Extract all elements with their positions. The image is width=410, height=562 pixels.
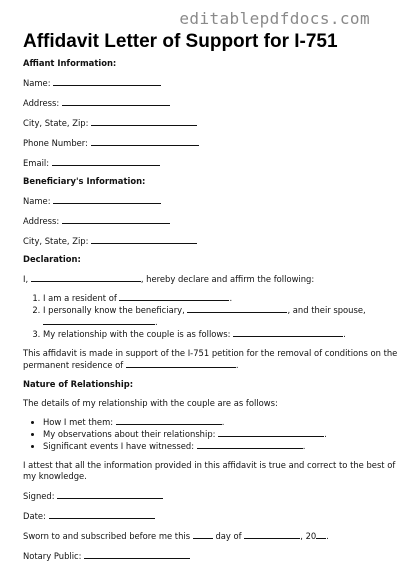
declaration-item-1-end: . xyxy=(229,293,233,303)
signed-label: Signed: xyxy=(23,491,55,501)
declaration-list xyxy=(23,292,395,340)
relationship-item-3-text: Significant events I have witnessed: xyxy=(43,441,195,451)
sworn-month-blank[interactable] xyxy=(244,530,300,539)
observations-blank[interactable] xyxy=(218,428,324,437)
site-watermark: editablepdfdocs.com xyxy=(179,9,370,28)
affiant-address-label: Address: xyxy=(23,98,60,108)
sworn-year-blank[interactable] xyxy=(316,530,326,539)
relationship-item-1-text: How I met them: xyxy=(43,417,114,427)
affidavit-body xyxy=(23,58,398,562)
affiant-name-blank[interactable] xyxy=(53,77,161,86)
beneficiary-address-label: Address: xyxy=(23,216,60,226)
affiant-email-blank[interactable] xyxy=(52,157,160,166)
declaration-i-label: I, xyxy=(23,274,29,284)
date-blank[interactable] xyxy=(49,510,155,519)
declaration-item-3-text: My relationship with the couple is as follows: xyxy=(43,329,231,339)
declaration-item-3 xyxy=(43,328,395,340)
residence-blank[interactable] xyxy=(119,292,229,301)
declaration-item-2 xyxy=(43,304,395,328)
permanent-residence-blank[interactable] xyxy=(126,359,236,368)
affiant-phone-blank[interactable] xyxy=(91,137,199,146)
attestation-line-2: my knowledge. xyxy=(23,471,87,481)
beneficiary-name-blank[interactable] xyxy=(53,195,161,204)
declaration-item-2-end: . xyxy=(155,317,158,327)
affiant-city-label: City, State, Zip: xyxy=(23,118,89,128)
relationship-item-1-end: . xyxy=(221,417,225,427)
declaration-intro xyxy=(23,273,395,285)
relationship-list xyxy=(23,416,395,452)
affiant-phone-label: Phone Number: xyxy=(23,138,88,148)
relationship-item-3-end: . xyxy=(302,441,306,451)
affiant-address-row xyxy=(23,97,395,109)
declaration-heading: Declaration: xyxy=(23,254,81,264)
declaration-intro-suffix: , hereby declare and affirm the following: xyxy=(140,274,315,284)
declaration-item-1-text: I am a resident of xyxy=(43,293,117,303)
declaration-item-2-text: I personally know the beneficiary, xyxy=(43,305,185,315)
notary-label: Notary Public: xyxy=(23,551,82,561)
sworn-row xyxy=(23,530,395,542)
affiant-email-row xyxy=(23,157,395,169)
sworn-day-of: day of xyxy=(215,531,242,541)
notary-blank[interactable] xyxy=(84,550,190,559)
relationship-item-2-end: . xyxy=(324,429,327,439)
signature-blank[interactable] xyxy=(57,490,163,499)
date-label: Date: xyxy=(23,511,46,521)
beneficiary-address-row xyxy=(23,215,395,227)
sworn-end: . xyxy=(326,531,329,541)
declaration-item-3-end: . xyxy=(343,329,346,339)
relationship-item-2 xyxy=(43,428,395,440)
beneficiary-name-label: Name: xyxy=(23,196,51,206)
affiant-name-row xyxy=(23,77,395,89)
beneficiary-name-row xyxy=(23,195,395,207)
beneficiary-city-label: City, State, Zip: xyxy=(23,236,89,246)
declaration-paragraph-line-2 xyxy=(23,359,395,371)
signed-row xyxy=(23,490,395,502)
affiant-address-blank[interactable] xyxy=(62,97,170,106)
declaration-item-2-mid: , and their spouse, xyxy=(287,305,366,315)
beneficiary-city-row xyxy=(23,235,395,247)
how-met-blank[interactable] xyxy=(116,416,222,425)
relationship-intro: The details of my relationship with the couple are as follows: xyxy=(23,398,278,408)
attestation-line-1: I attest that all the information provided in this affidavit is true and correct to the best of xyxy=(23,460,396,470)
sworn-day-blank[interactable] xyxy=(193,530,213,539)
events-blank[interactable] xyxy=(197,440,303,449)
declaration-item-1 xyxy=(43,292,395,304)
beneficiary-known-blank[interactable] xyxy=(187,304,287,313)
spouse-name-blank[interactable] xyxy=(43,316,155,325)
relationship-blank[interactable] xyxy=(233,328,343,337)
beneficiary-city-blank[interactable] xyxy=(91,235,197,244)
affiant-phone-row xyxy=(23,137,395,149)
beneficiary-heading: Beneficiary's Information: xyxy=(23,176,146,186)
declaration-paragraph-line-1: This affidavit is made in support of the I-751 petition for the removal of conditions on the xyxy=(23,348,398,358)
declarant-name-blank[interactable] xyxy=(31,273,141,282)
affiant-name-label: Name: xyxy=(23,78,51,88)
relationship-heading: Nature of Relationship: xyxy=(23,379,134,389)
sworn-year-prefix: , 20 xyxy=(300,531,317,541)
affiant-heading: Affiant Information: xyxy=(23,58,117,68)
relationship-item-3 xyxy=(43,440,395,452)
affiant-city-row xyxy=(23,117,395,129)
affiant-email-label: Email: xyxy=(23,158,50,168)
notary-row xyxy=(23,550,395,562)
date-row xyxy=(23,510,395,522)
beneficiary-address-blank[interactable] xyxy=(62,215,170,224)
affiant-city-blank[interactable] xyxy=(91,117,197,126)
document-title: Affidavit Letter of Support for I-751 xyxy=(23,31,338,52)
permanent-residence-label: permanent residence of xyxy=(23,360,124,370)
sworn-text: Sworn to and subscribed before me this xyxy=(23,531,191,541)
permanent-residence-end: . xyxy=(235,360,239,370)
relationship-item-1 xyxy=(43,416,395,428)
relationship-item-2-text: My observations about their relationship: xyxy=(43,429,216,439)
